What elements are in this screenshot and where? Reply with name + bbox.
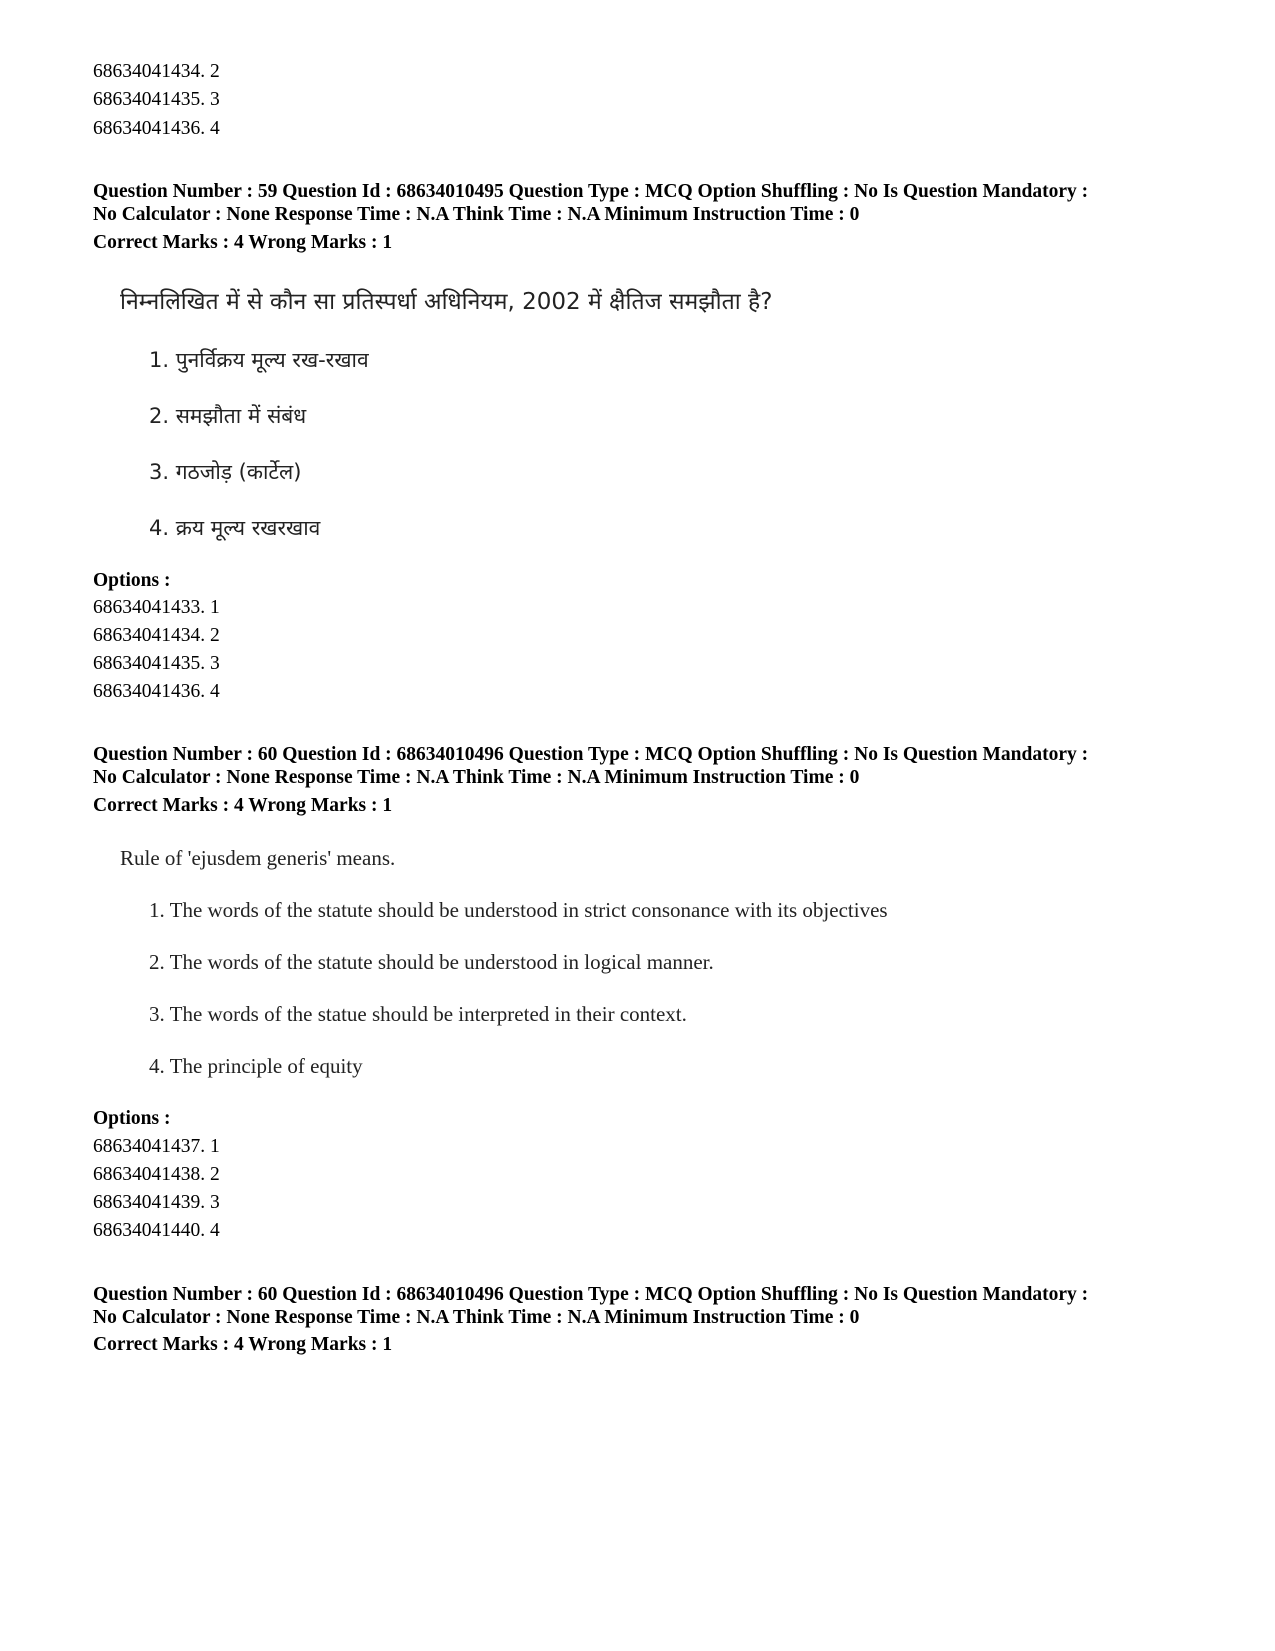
- question-59-marks: Correct Marks : 4 Wrong Marks : 1: [93, 232, 393, 253]
- question-59-text: निम्नलिखित में से कौन सा प्रतिस्पर्धा अधिनियम, 2002 में क्षैतिज समझौता है?: [120, 289, 773, 315]
- question-60-header-line1: Question Number : 60 Question Id : 68634010496 Question Type : MCQ Option Shuffling : No Is Question Mandatory :: [93, 744, 1089, 765]
- question-60-marks: Correct Marks : 4 Wrong Marks : 1: [93, 795, 393, 816]
- question-60-choice: 1. The words of the statute should be understood in strict consonance with its objectives: [149, 898, 888, 922]
- option-line: 68634041436. 4: [93, 681, 220, 702]
- question-60-header-line2: No Calculator : None Response Time : N.A Think Time : N.A Minimum Instruction Time : 0: [93, 767, 860, 788]
- question-59-header-line1: Question Number : 59 Question Id : 68634010495 Question Type : MCQ Option Shuffling : No Is Question Mandatory :: [93, 181, 1089, 202]
- option-line: 68634041437. 1: [93, 1136, 220, 1157]
- option-line: 68634041435. 3: [93, 653, 220, 674]
- question-59-choice: 4. क्रय मूल्य रखरखाव: [149, 516, 321, 540]
- question-59-options-label: Options :: [93, 570, 171, 591]
- option-line: 68634041439. 3: [93, 1192, 220, 1213]
- question-60-repeat-header-line1: Question Number : 60 Question Id : 68634010496 Question Type : MCQ Option Shuffling : No Is Question Mandatory :: [93, 1284, 1089, 1305]
- question-60-options-label: Options :: [93, 1108, 171, 1129]
- question-59-header-line2: No Calculator : None Response Time : N.A Think Time : N.A Minimum Instruction Time : 0: [93, 204, 860, 225]
- question-60-text: Rule of 'ejusdem generis' means.: [120, 846, 396, 870]
- option-line: 68634041433. 1: [93, 597, 220, 618]
- option-line: 68634041436. 4: [93, 118, 220, 139]
- option-line: 68634041434. 2: [93, 61, 220, 82]
- question-60-choice: 3. The words of the statue should be interpreted in their context.: [149, 1002, 687, 1026]
- question-59-choice: 3. गठजोड़ (कार्टेल): [149, 460, 302, 484]
- option-line: 68634041438. 2: [93, 1164, 220, 1185]
- option-line: 68634041440. 4: [93, 1220, 220, 1241]
- question-60-repeat-header-line2: No Calculator : None Response Time : N.A Think Time : N.A Minimum Instruction Time : 0: [93, 1307, 860, 1328]
- question-60-repeat-marks: Correct Marks : 4 Wrong Marks : 1: [93, 1334, 393, 1355]
- question-59-choice: 2. समझौता में संबंध: [149, 404, 307, 428]
- question-60-choice: 4. The principle of equity: [149, 1054, 363, 1078]
- question-59-choice: 1. पुनर्विक्रय मूल्य रख-रखाव: [149, 348, 369, 372]
- option-line: 68634041435. 3: [93, 89, 220, 110]
- question-60-choice: 2. The words of the statute should be understood in logical manner.: [149, 950, 714, 974]
- option-line: 68634041434. 2: [93, 625, 220, 646]
